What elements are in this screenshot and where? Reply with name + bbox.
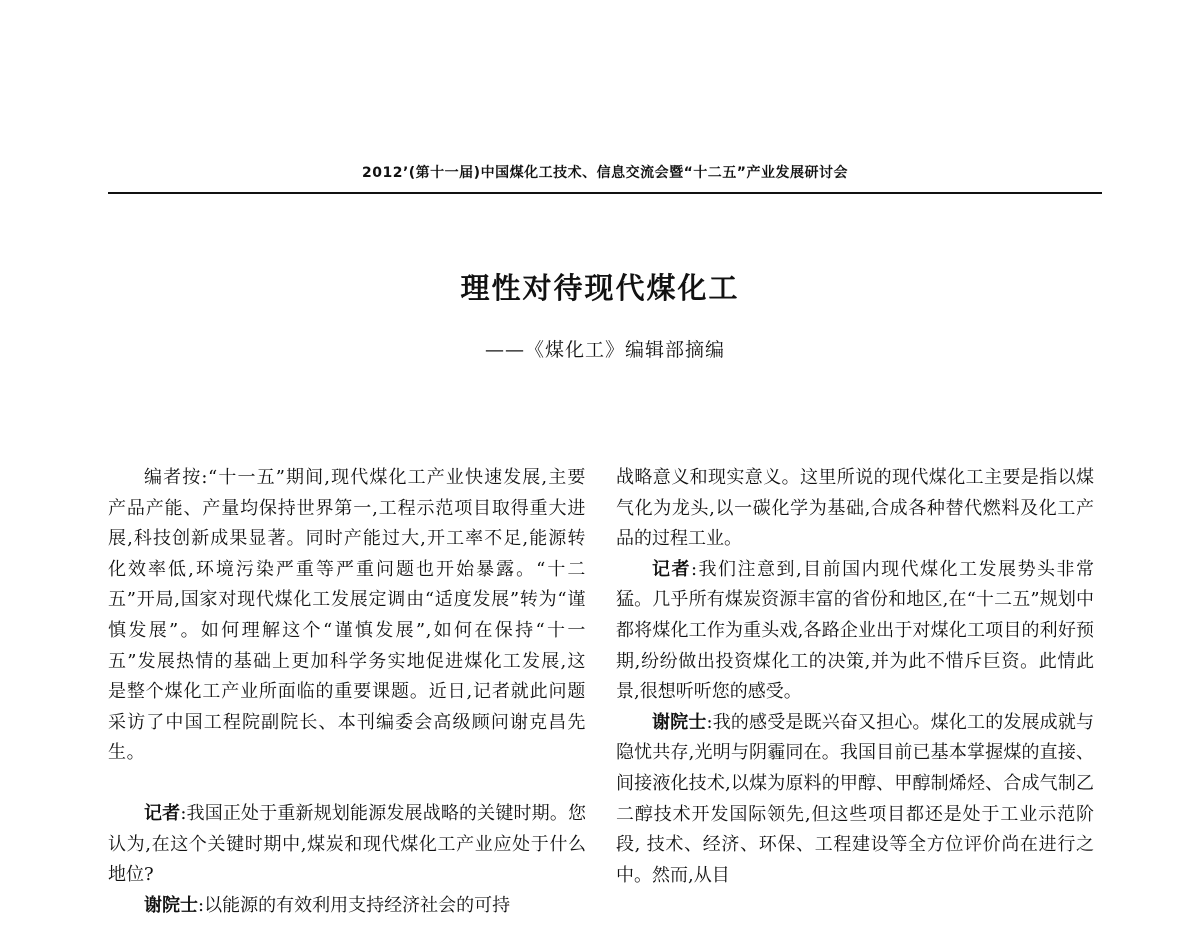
speaker-xie: 谢院士 <box>652 711 707 733</box>
answer-1-continued: 战略意义和现实意义。这里所说的现代煤化工主要是指以煤气化为龙头,以一碳化学为基础,合成各种替代燃料及化工产品的过程工业。 <box>616 467 1094 550</box>
question-2 <box>616 555 1094 708</box>
speaker-reporter: 记者 <box>144 803 181 824</box>
left-column-interview <box>108 799 586 921</box>
article-title: 理性对待现代煤化工 <box>460 271 740 305</box>
question-2-text: :我们注意到,目前国内现代煤化工发展势头非常猛。几乎所有煤炭资源丰富的省份和地区,在“十二五”规划中都将煤化工作为重头戏,各路企业出于对煤化工项目的利好预期,纷纷做出投资煤化工的决策,并为此不惜斥巨资。此情此景,很想听听您的感受。 <box>616 558 1094 703</box>
question-1-text: :我国正处于重新规划能源发展战略的关键时期。您认为,在这个关键时期中,煤炭和现代煤化工产业应处于什么地位? <box>108 803 586 886</box>
right-column <box>616 463 1094 891</box>
question-1 <box>108 799 586 891</box>
answer-2 <box>616 708 1094 892</box>
answer-2-text: :我的感受是既兴奋又担心。煤化工的发展成就与隐忧共存,光明与阴霾同在。我国目前已基本掌握煤的直接、间接液化技术,以煤为原料的甲醇、甲醇制烯烃、合成气制乙二醇技术开发国际领先,但这些项目都还是处于工业示范阶段, 技术、经济、环保、工程建设等全方位评价尚在进行之中。然而,从目 <box>616 711 1095 886</box>
speaker-reporter: 记者 <box>652 558 691 580</box>
article-byline: ——《煤化工》编辑部摘编 <box>484 339 725 361</box>
speaker-xie: 谢院士 <box>144 894 198 916</box>
header-rule <box>108 192 1102 194</box>
editor-note: 编者按:“十一五”期间,现代煤化工产业快速发展,主要产品产能、产量均保持世界第一,工程示范项目取得重大进展,科技创新成果显著。同时产能过大,开工率不足,能源转化效率低,环境污染严重等严重问题也开始暴露。“十二五”开局,国家对现代煤化工发展定调由“适度发展”转为“谨慎发展”。如何理解这个“谨慎发展”,如何在保持“十一五”发展热情的基础上更加科学务实地促进煤化工发展,这是整个煤化工产业所面临的重要课题。近日,记者就此问题采访了中国工程院副院长、本刊编委会高级顾问谢克昌先生。 <box>108 467 586 764</box>
running-header: 2012’(第十一届)中国煤化工技术、信息交流会暨“十二五”产业发展研讨会 <box>362 165 848 181</box>
answer-1-text: :以能源的有效利用支持经济社会的可持 <box>198 894 511 916</box>
left-column-editor-note <box>108 463 586 769</box>
answer-1 <box>108 891 586 922</box>
